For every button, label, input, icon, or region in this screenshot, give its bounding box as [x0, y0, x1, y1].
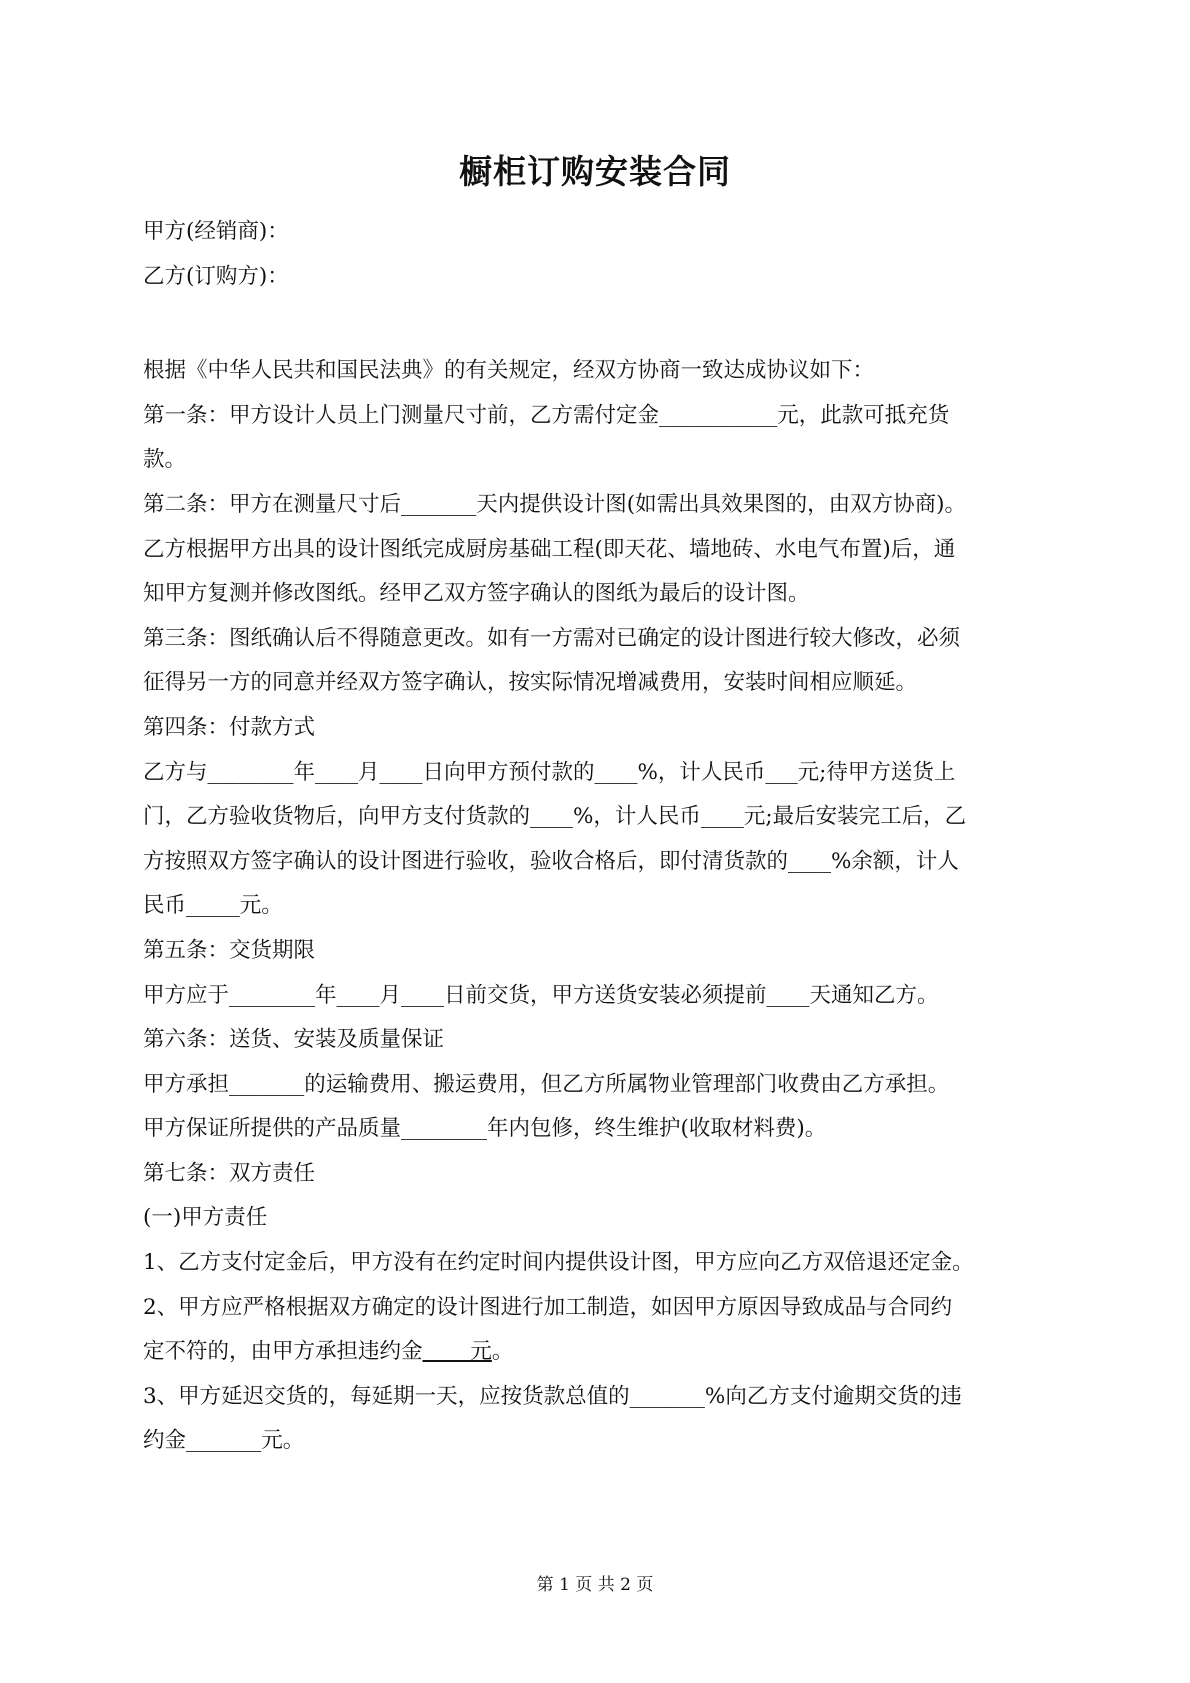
- document-title: 橱柜订购安装合同: [459, 152, 731, 191]
- clause-line: 征得另一方的同意并经双方签字确认，按实际情况增减费用，安装时间相应顺延。: [143, 670, 918, 696]
- clause-line: 款。: [143, 447, 187, 473]
- clause-line: [143, 1330, 1056, 1375]
- clause-heading: 第六条：送货、安装及质量保证: [143, 1027, 445, 1053]
- clause-line: 方按照双方签字确认的设计图进行验收，验收合格后，即付清货款的____%余额，计人: [143, 848, 959, 874]
- clause-heading: 第七条：双方责任: [143, 1160, 316, 1186]
- clause-line: 2、甲方应严格根据双方确定的设计图进行加工制造，如因甲方原因导致成品与合同约: [143, 1294, 953, 1320]
- clause-line: 民币_____元。: [143, 893, 283, 919]
- party-b-line: 乙方(订购方)：: [143, 263, 289, 289]
- clause-line: 甲方保证所提供的产品质量________年内包修，终生维护(收取材料费)。: [143, 1116, 827, 1142]
- clause-text: 定不符的，由甲方承担违约金: [143, 1339, 423, 1365]
- page-number: 第 1 页 共 2 页: [536, 1575, 654, 1595]
- clause-line: 门，乙方验收货物后，向甲方支付货款的____%，计人民币____元;最后安装完工后，乙: [143, 804, 967, 830]
- clause-line: 根据《中华人民共和国民法典》的有关规定，经双方协商一致达成协议如下：: [143, 358, 875, 384]
- clause-line: 甲方应于________年____月____日前交货，甲方送货安装必须提前____天通知乙方。: [143, 982, 939, 1008]
- clause-line: 甲方承担_______的运输费用、搬运费用，但乙方所属物业管理部门收费由乙方承担。: [143, 1071, 950, 1097]
- penalty-blank: 元: [422, 1339, 492, 1365]
- clause-line: 乙方根据甲方出具的设计图纸完成厨房基础工程(即天花、墙地砖、水电气布置)后，通: [143, 536, 956, 562]
- clause-line: 约金_______元。: [143, 1428, 305, 1454]
- subsection-heading: (一)甲方责任: [143, 1205, 268, 1231]
- clause-heading: 第四条：付款方式: [143, 714, 316, 740]
- blank-gap: [143, 299, 1056, 349]
- party-a-line: 甲方(经销商)：: [143, 219, 289, 244]
- clause-line: 知甲方复测并修改图纸。经甲乙双方签字确认的图纸为最后的设计图。: [143, 581, 810, 607]
- clause-line: 第三条：图纸确认后不得随意更改。如有一方需对已确定的设计图进行较大修改，必须: [143, 625, 961, 651]
- document-body: [143, 210, 1056, 1464]
- clause-line: 1、乙方支付定金后，甲方没有在约定时间内提供设计图，甲方应向乙方双倍退还定金。: [143, 1250, 974, 1276]
- clause-text: 。: [491, 1339, 514, 1365]
- clause-line: 第二条：甲方在测量尺寸后_______天内提供设计图(如需出具效果图的，由双方协商)。: [143, 491, 967, 517]
- clause-line: 3、甲方延迟交货的，每延期一天，应按货款总值的_______%向乙方支付逾期交货的违: [143, 1383, 962, 1409]
- clause-heading: 第五条：交货期限: [143, 937, 316, 963]
- clause-line: 乙方与________年____月____日向甲方预付款的____%，计人民币___元;待甲方送货上: [143, 759, 956, 785]
- clause-line: 第一条：甲方设计人员上门测量尺寸前，乙方需付定金___________元，此款可抵充货: [143, 402, 950, 428]
